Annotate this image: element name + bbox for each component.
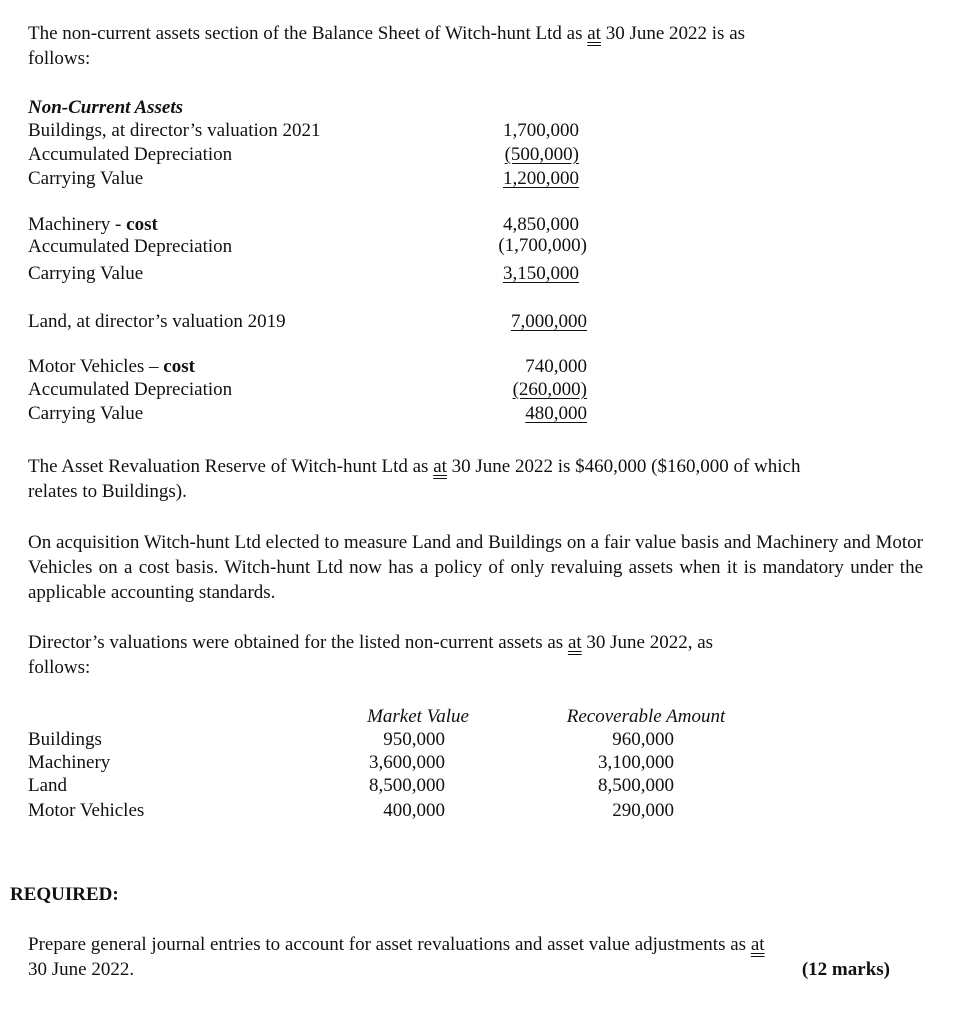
- buildings-acc-dep-label: Accumulated Depreciation: [28, 144, 233, 165]
- intro-at-word: at: [587, 23, 601, 44]
- marks-label: (12 marks): [801, 959, 890, 980]
- buildings-acc-dep-value: (500,000): [504, 144, 579, 165]
- intro-line-1: [28, 22, 745, 45]
- row-asset: Buildings: [28, 729, 102, 750]
- machinery-acc-dep-value: (1,700,000): [498, 235, 587, 256]
- row-recoverable-amount: 8,500,000: [598, 775, 674, 796]
- required-line-1: [28, 933, 765, 956]
- required-heading: REQUIRED:: [10, 884, 119, 905]
- motor-label-prefix: Motor Vehicles –: [28, 356, 164, 377]
- row-market-value: 950,000: [383, 729, 445, 750]
- required-line-2: 30 June 2022.: [28, 959, 135, 980]
- land-value: 7,000,000: [511, 311, 587, 332]
- row-recoverable-amount: 960,000: [612, 729, 674, 750]
- row-market-value: 400,000: [383, 800, 445, 821]
- required-at-word: at: [750, 934, 765, 955]
- row-market-value: 8,500,000: [369, 775, 445, 796]
- motor-acc-dep-label: Accumulated Depreciation: [28, 379, 233, 400]
- buildings-value: 1,700,000: [503, 120, 579, 141]
- machinery-carrying-value: 3,150,000: [503, 263, 579, 284]
- valuations-text-after-at: 30 June 2022, as: [586, 632, 714, 653]
- motor-value: 740,000: [525, 356, 587, 377]
- row-asset: Motor Vehicles: [28, 800, 145, 821]
- valuations-text-before-at: Director’s valuations were obtained for the listed non-current assets as: [28, 632, 564, 653]
- recoverable-amount-header: Recoverable Amount: [566, 706, 726, 727]
- row-asset: Machinery: [28, 752, 111, 773]
- reserve-text-after-at: 30 June 2022 is $460,000 ($160,000 of which: [451, 456, 801, 477]
- land-label: Land, at director’s valuation 2019: [28, 311, 286, 332]
- machinery-acc-dep-label: Accumulated Depreciation: [28, 236, 233, 257]
- reserve-line-1: [28, 455, 801, 478]
- row-asset: Land: [28, 775, 68, 796]
- reserve-text-before-at: The Asset Revaluation Reserve of Witch-hunt Ltd as: [28, 456, 429, 477]
- machinery-label: [28, 213, 158, 236]
- valuations-intro-line-2: follows:: [28, 657, 91, 678]
- row-recoverable-amount: 290,000: [612, 800, 674, 821]
- valuations-intro-line-1: [28, 631, 713, 654]
- row-recoverable-amount: 3,100,000: [598, 752, 674, 773]
- intro-text-after-at: 30 June 2022 is as: [605, 23, 746, 44]
- intro-text-before-at: The non-current assets section of the Balance Sheet of Witch-hunt Ltd as: [28, 23, 583, 44]
- motor-carrying-value: 480,000: [525, 403, 587, 424]
- motor-label-cost: cost: [163, 356, 195, 377]
- buildings-carrying-label: Carrying Value: [28, 168, 144, 189]
- motor-label: [28, 355, 195, 378]
- machinery-carrying-label: Carrying Value: [28, 263, 144, 284]
- market-value-header: Market Value: [367, 706, 469, 727]
- reserve-line-2: relates to Buildings).: [28, 481, 187, 502]
- buildings-carrying-value: 1,200,000: [503, 168, 579, 189]
- intro-line-2: follows:: [28, 48, 91, 69]
- buildings-label: Buildings, at director’s valuation 2021: [28, 120, 321, 141]
- required-text-before-at: Prepare general journal entries to account for asset revaluations and asset value adjustments as: [28, 934, 747, 955]
- valuations-at-word: at: [567, 632, 582, 653]
- row-market-value: 3,600,000: [369, 752, 445, 773]
- machinery-label-cost: cost: [126, 214, 158, 235]
- reserve-at-word: at: [433, 456, 447, 477]
- motor-acc-dep-value: (260,000): [512, 379, 587, 400]
- acquisition-paragraph: On acquisition Witch-hunt Ltd elected to measure Land and Buildings on a fair value basis and Machinery and Motor Vehicles on a cost basis. Witch-hunt Ltd now has a policy of only revaluing assets when it is mandatory under the applicable accounting standards.: [28, 532, 923, 603]
- nca-heading: Non-Current Assets: [28, 97, 184, 118]
- machinery-value: 4,850,000: [503, 214, 579, 235]
- motor-carrying-label: Carrying Value: [28, 403, 144, 424]
- machinery-label-prefix: Machinery -: [28, 214, 127, 235]
